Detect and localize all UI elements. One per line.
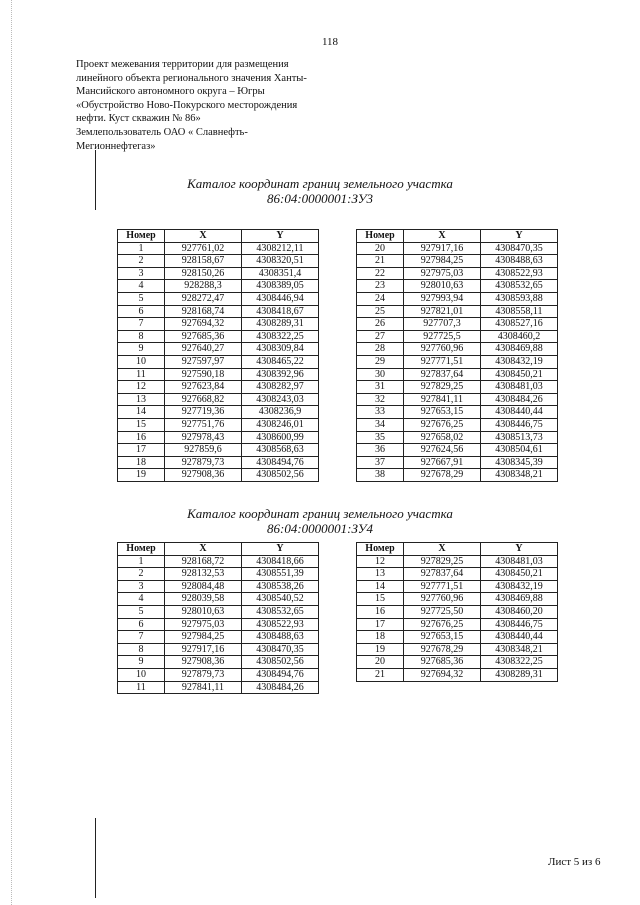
x-coordinate-cell: 927984,25 (165, 631, 242, 644)
point-number-cell: 26 (357, 318, 404, 331)
x-coordinate-cell: 927685,36 (404, 656, 481, 669)
y-coordinate-cell: 4308558,11 (481, 305, 558, 318)
table-row (118, 242, 319, 255)
x-coordinate-cell: 927653,15 (404, 406, 481, 419)
point-number-cell: 5 (118, 605, 165, 618)
point-number-cell: 16 (357, 605, 404, 618)
x-coordinate-cell: 928168,72 (165, 555, 242, 568)
y-coordinate-cell: 4308460,2 (481, 330, 558, 343)
column-header: Номер (357, 543, 404, 556)
x-coordinate-cell: 927908,36 (165, 469, 242, 482)
point-number-cell: 6 (118, 618, 165, 631)
y-coordinate-cell: 4308322,25 (242, 330, 319, 343)
x-coordinate-cell: 927993,94 (404, 292, 481, 305)
table-row (357, 406, 558, 419)
y-coordinate-cell: 4308540,52 (242, 593, 319, 606)
table-row (357, 330, 558, 343)
point-number-cell: 3 (118, 580, 165, 593)
point-number-cell: 2 (118, 255, 165, 268)
x-coordinate-cell: 928150,26 (165, 267, 242, 280)
point-number-cell: 33 (357, 406, 404, 419)
table-row (118, 393, 319, 406)
x-coordinate-cell: 928132,53 (165, 568, 242, 581)
point-number-cell: 7 (118, 318, 165, 331)
catalog-parcel-number: 86:04:0000001:ЗУ4 (267, 521, 373, 536)
table-row (118, 568, 319, 581)
table-row (118, 656, 319, 669)
x-coordinate-cell: 927719,36 (165, 406, 242, 419)
table-row (118, 431, 319, 444)
catalog-title-zu4 (140, 506, 500, 536)
point-number-cell: 13 (118, 393, 165, 406)
point-number-cell: 35 (357, 431, 404, 444)
header-line: Мегионнефтегаз» (76, 140, 156, 152)
x-coordinate-cell: 927694,32 (165, 318, 242, 331)
y-coordinate-cell: 4308502,56 (242, 469, 319, 482)
table-row (357, 431, 558, 444)
project-header (76, 58, 326, 153)
x-coordinate-cell: 927761,02 (165, 242, 242, 255)
point-number-cell: 18 (357, 631, 404, 644)
point-number-cell: 8 (118, 643, 165, 656)
y-coordinate-cell: 4308522,93 (242, 618, 319, 631)
page-number: 118 (321, 36, 339, 48)
point-number-cell: 17 (357, 618, 404, 631)
y-coordinate-cell: 4308309,84 (242, 343, 319, 356)
table-row (357, 355, 558, 368)
table-row (118, 444, 319, 457)
coords-table-zu3-left (117, 229, 319, 482)
y-coordinate-cell: 4308440,44 (481, 406, 558, 419)
column-header: Номер (118, 543, 165, 556)
point-number-cell: 34 (357, 418, 404, 431)
table-row (357, 469, 558, 482)
x-coordinate-cell: 927917,16 (404, 242, 481, 255)
table-row (357, 368, 558, 381)
y-coordinate-cell: 4308513,73 (481, 431, 558, 444)
y-coordinate-cell: 4308450,21 (481, 568, 558, 581)
x-coordinate-cell: 927668,82 (165, 393, 242, 406)
point-number-cell: 19 (357, 643, 404, 656)
point-number-cell: 15 (118, 418, 165, 431)
y-coordinate-cell: 4308504,61 (481, 444, 558, 457)
table-row (118, 406, 319, 419)
table-row (118, 368, 319, 381)
column-header: Y (481, 543, 558, 556)
column-header: Номер (118, 230, 165, 243)
table-row (118, 668, 319, 681)
table-row (118, 456, 319, 469)
y-coordinate-cell: 4308469,88 (481, 343, 558, 356)
point-number-cell: 6 (118, 305, 165, 318)
y-coordinate-cell: 4308432,19 (481, 580, 558, 593)
table-row (357, 643, 558, 656)
point-number-cell: 23 (357, 280, 404, 293)
table-row (357, 631, 558, 644)
table-row (357, 343, 558, 356)
x-coordinate-cell: 927771,51 (404, 580, 481, 593)
table-row (357, 580, 558, 593)
y-coordinate-cell: 4308446,75 (481, 618, 558, 631)
point-number-cell: 5 (118, 292, 165, 305)
y-coordinate-cell: 4308465,22 (242, 355, 319, 368)
y-coordinate-cell: 4308320,51 (242, 255, 319, 268)
table-header-row (357, 230, 558, 243)
y-coordinate-cell: 4308538,26 (242, 580, 319, 593)
y-coordinate-cell: 4308418,66 (242, 555, 319, 568)
y-coordinate-cell: 4308212,11 (242, 242, 319, 255)
x-coordinate-cell: 927975,03 (404, 267, 481, 280)
y-coordinate-cell: 4308392,96 (242, 368, 319, 381)
x-coordinate-cell: 927623,84 (165, 381, 242, 394)
y-coordinate-cell: 4308469,88 (481, 593, 558, 606)
column-header: Номер (357, 230, 404, 243)
header-line: линейного объекта регионального значения Ханты- (76, 72, 307, 84)
header-line: Проект межевания территории для размещения (76, 59, 289, 70)
table-row (118, 555, 319, 568)
table-row (357, 393, 558, 406)
y-coordinate-cell: 4308593,88 (481, 292, 558, 305)
table-row (118, 580, 319, 593)
x-coordinate-cell: 928039,58 (165, 593, 242, 606)
point-number-cell: 8 (118, 330, 165, 343)
header-line: Мансийского автономного округа – Югры (76, 86, 265, 98)
point-number-cell: 3 (118, 267, 165, 280)
point-number-cell: 24 (357, 292, 404, 305)
x-coordinate-cell: 927658,02 (404, 431, 481, 444)
y-coordinate-cell: 4308289,31 (242, 318, 319, 331)
point-number-cell: 20 (357, 242, 404, 255)
table-row (357, 292, 558, 305)
y-coordinate-cell: 4308551,39 (242, 568, 319, 581)
x-coordinate-cell: 927879,73 (165, 668, 242, 681)
y-coordinate-cell: 4308446,94 (242, 292, 319, 305)
x-coordinate-cell: 927678,29 (404, 469, 481, 482)
x-coordinate-cell: 927841,11 (404, 393, 481, 406)
table-row (357, 381, 558, 394)
table-row (118, 593, 319, 606)
table-row (357, 280, 558, 293)
table-row (357, 668, 558, 681)
x-coordinate-cell: 927678,29 (404, 643, 481, 656)
x-coordinate-cell: 928272,47 (165, 292, 242, 305)
table-row (357, 418, 558, 431)
y-coordinate-cell: 4308522,93 (481, 267, 558, 280)
y-coordinate-cell: 4308460,20 (481, 605, 558, 618)
table-row (118, 292, 319, 305)
point-number-cell: 1 (118, 242, 165, 255)
y-coordinate-cell: 4308494,76 (242, 456, 319, 469)
catalog-title-line: Каталог координат границ земельного участка (187, 176, 453, 191)
table-row (118, 343, 319, 356)
point-number-cell: 19 (118, 469, 165, 482)
point-number-cell: 12 (357, 555, 404, 568)
point-number-cell: 14 (357, 580, 404, 593)
y-coordinate-cell: 4308418,67 (242, 305, 319, 318)
y-coordinate-cell: 4308470,35 (242, 643, 319, 656)
table-row (118, 681, 319, 694)
y-coordinate-cell: 4308243,03 (242, 393, 319, 406)
y-coordinate-cell: 4308600,99 (242, 431, 319, 444)
table-row (357, 444, 558, 457)
x-coordinate-cell: 928158,67 (165, 255, 242, 268)
table-row (118, 267, 319, 280)
catalog-title-zu3 (140, 176, 500, 206)
table-row (357, 555, 558, 568)
x-coordinate-cell: 927653,15 (404, 631, 481, 644)
x-coordinate-cell: 927829,25 (404, 381, 481, 394)
point-number-cell: 30 (357, 368, 404, 381)
table-row (118, 469, 319, 482)
table-row (118, 605, 319, 618)
y-coordinate-cell: 4308450,21 (481, 368, 558, 381)
y-coordinate-cell: 4308484,26 (481, 393, 558, 406)
table-row (118, 330, 319, 343)
y-coordinate-cell: 4308502,56 (242, 656, 319, 669)
x-coordinate-cell: 927760,96 (404, 343, 481, 356)
point-number-cell: 14 (118, 406, 165, 419)
x-coordinate-cell: 927685,36 (165, 330, 242, 343)
x-coordinate-cell: 927590,18 (165, 368, 242, 381)
x-coordinate-cell: 927597,97 (165, 355, 242, 368)
table-row (357, 255, 558, 268)
y-coordinate-cell: 4308440,44 (481, 631, 558, 644)
point-number-cell: 12 (118, 381, 165, 394)
header-line: Землепользователь ОАО « Славнефть- (76, 126, 248, 138)
point-number-cell: 10 (118, 668, 165, 681)
catalog-parcel-number: 86:04:0000001:ЗУ3 (267, 191, 373, 206)
y-coordinate-cell: 4308470,35 (481, 242, 558, 255)
table-header-row (118, 230, 319, 243)
table-row (357, 568, 558, 581)
table-row (357, 618, 558, 631)
x-coordinate-cell: 927859,6 (165, 444, 242, 457)
x-coordinate-cell: 927841,11 (165, 681, 242, 694)
table-row (118, 318, 319, 331)
point-number-cell: 37 (357, 456, 404, 469)
y-coordinate-cell: 4308481,03 (481, 555, 558, 568)
point-number-cell: 9 (118, 656, 165, 669)
table-row (357, 656, 558, 669)
x-coordinate-cell: 928168,74 (165, 305, 242, 318)
y-coordinate-cell: 4308432,19 (481, 355, 558, 368)
x-coordinate-cell: 927821,01 (404, 305, 481, 318)
margin-rule-lower (95, 818, 96, 898)
table-row (118, 355, 319, 368)
x-coordinate-cell: 927978,43 (165, 431, 242, 444)
y-coordinate-cell: 4308527,16 (481, 318, 558, 331)
point-number-cell: 32 (357, 393, 404, 406)
x-coordinate-cell: 927624,56 (404, 444, 481, 457)
y-coordinate-cell: 4308389,05 (242, 280, 319, 293)
table-row (357, 267, 558, 280)
x-coordinate-cell: 927760,96 (404, 593, 481, 606)
point-number-cell: 16 (118, 431, 165, 444)
point-number-cell: 27 (357, 330, 404, 343)
table-row (357, 456, 558, 469)
x-coordinate-cell: 928288,3 (165, 280, 242, 293)
y-coordinate-cell: 4308282,97 (242, 381, 319, 394)
x-coordinate-cell: 927676,25 (404, 418, 481, 431)
table-row (118, 381, 319, 394)
binding-margin-line (11, 0, 12, 905)
column-header: Y (481, 230, 558, 243)
y-coordinate-cell: 4308568,63 (242, 444, 319, 457)
column-header: X (404, 543, 481, 556)
y-coordinate-cell: 4308322,25 (481, 656, 558, 669)
point-number-cell: 31 (357, 381, 404, 394)
catalog-title-line: Каталог координат границ земельного участка (187, 506, 453, 521)
x-coordinate-cell: 927837,64 (404, 568, 481, 581)
x-coordinate-cell: 927917,16 (165, 643, 242, 656)
table-row (118, 280, 319, 293)
point-number-cell: 25 (357, 305, 404, 318)
table-row (118, 643, 319, 656)
y-coordinate-cell: 4308348,21 (481, 469, 558, 482)
column-header: Y (242, 230, 319, 243)
x-coordinate-cell: 927725,5 (404, 330, 481, 343)
y-coordinate-cell: 4308446,75 (481, 418, 558, 431)
point-number-cell: 22 (357, 267, 404, 280)
point-number-cell: 10 (118, 355, 165, 368)
y-coordinate-cell: 4308246,01 (242, 418, 319, 431)
y-coordinate-cell: 4308481,03 (481, 381, 558, 394)
point-number-cell: 1 (118, 555, 165, 568)
y-coordinate-cell: 4308289,31 (481, 668, 558, 681)
x-coordinate-cell: 927707,3 (404, 318, 481, 331)
table-row (357, 605, 558, 618)
coords-table-zu3-right (356, 229, 558, 482)
point-number-cell: 28 (357, 343, 404, 356)
point-number-cell: 38 (357, 469, 404, 482)
table-row (118, 305, 319, 318)
table-row (357, 305, 558, 318)
point-number-cell: 11 (118, 368, 165, 381)
x-coordinate-cell: 927879,73 (165, 456, 242, 469)
point-number-cell: 21 (357, 668, 404, 681)
y-coordinate-cell: 4308236,9 (242, 406, 319, 419)
x-coordinate-cell: 927751,76 (165, 418, 242, 431)
point-number-cell: 13 (357, 568, 404, 581)
point-number-cell: 29 (357, 355, 404, 368)
point-number-cell: 4 (118, 593, 165, 606)
point-number-cell: 11 (118, 681, 165, 694)
column-header: X (165, 543, 242, 556)
point-number-cell: 20 (357, 656, 404, 669)
header-line: нефти. Куст скважин № 86» (76, 113, 201, 125)
y-coordinate-cell: 4308345,39 (481, 456, 558, 469)
x-coordinate-cell: 927676,25 (404, 618, 481, 631)
table-row (118, 618, 319, 631)
point-number-cell: 4 (118, 280, 165, 293)
table-row (357, 318, 558, 331)
x-coordinate-cell: 928010,63 (404, 280, 481, 293)
table-row (357, 593, 558, 606)
point-number-cell: 9 (118, 343, 165, 356)
point-number-cell: 17 (118, 444, 165, 457)
x-coordinate-cell: 927829,25 (404, 555, 481, 568)
y-coordinate-cell: 4308348,21 (481, 643, 558, 656)
x-coordinate-cell: 927984,25 (404, 255, 481, 268)
x-coordinate-cell: 927908,36 (165, 656, 242, 669)
point-number-cell: 18 (118, 456, 165, 469)
x-coordinate-cell: 928084,48 (165, 580, 242, 593)
x-coordinate-cell: 928010,63 (165, 605, 242, 618)
table-header-row (118, 543, 319, 556)
column-header: Y (242, 543, 319, 556)
y-coordinate-cell: 4308488,63 (242, 631, 319, 644)
table-row (118, 255, 319, 268)
x-coordinate-cell: 927975,03 (165, 618, 242, 631)
point-number-cell: 7 (118, 631, 165, 644)
point-number-cell: 15 (357, 593, 404, 606)
y-coordinate-cell: 4308532,65 (481, 280, 558, 293)
y-coordinate-cell: 4308494,76 (242, 668, 319, 681)
table-header-row (357, 543, 558, 556)
coords-table-zu4-right (356, 542, 558, 682)
x-coordinate-cell: 927694,32 (404, 668, 481, 681)
x-coordinate-cell: 927725,50 (404, 605, 481, 618)
x-coordinate-cell: 927667,91 (404, 456, 481, 469)
point-number-cell: 21 (357, 255, 404, 268)
column-header: X (404, 230, 481, 243)
coords-table-zu4-left (117, 542, 319, 694)
column-header: X (165, 230, 242, 243)
margin-rule-upper (95, 150, 96, 210)
y-coordinate-cell: 4308484,26 (242, 681, 319, 694)
table-row (118, 631, 319, 644)
point-number-cell: 2 (118, 568, 165, 581)
point-number-cell: 36 (357, 444, 404, 457)
y-coordinate-cell: 4308351,4 (242, 267, 319, 280)
header-line: «Обустройство Ново-Покурского месторождения (76, 99, 298, 111)
x-coordinate-cell: 927771,51 (404, 355, 481, 368)
table-row (357, 242, 558, 255)
y-coordinate-cell: 4308488,63 (481, 255, 558, 268)
x-coordinate-cell: 927640,27 (165, 343, 242, 356)
x-coordinate-cell: 927837,64 (404, 368, 481, 381)
table-row (118, 418, 319, 431)
sheet-counter: Лист 5 из 6 (548, 856, 601, 868)
y-coordinate-cell: 4308532,65 (242, 605, 319, 618)
